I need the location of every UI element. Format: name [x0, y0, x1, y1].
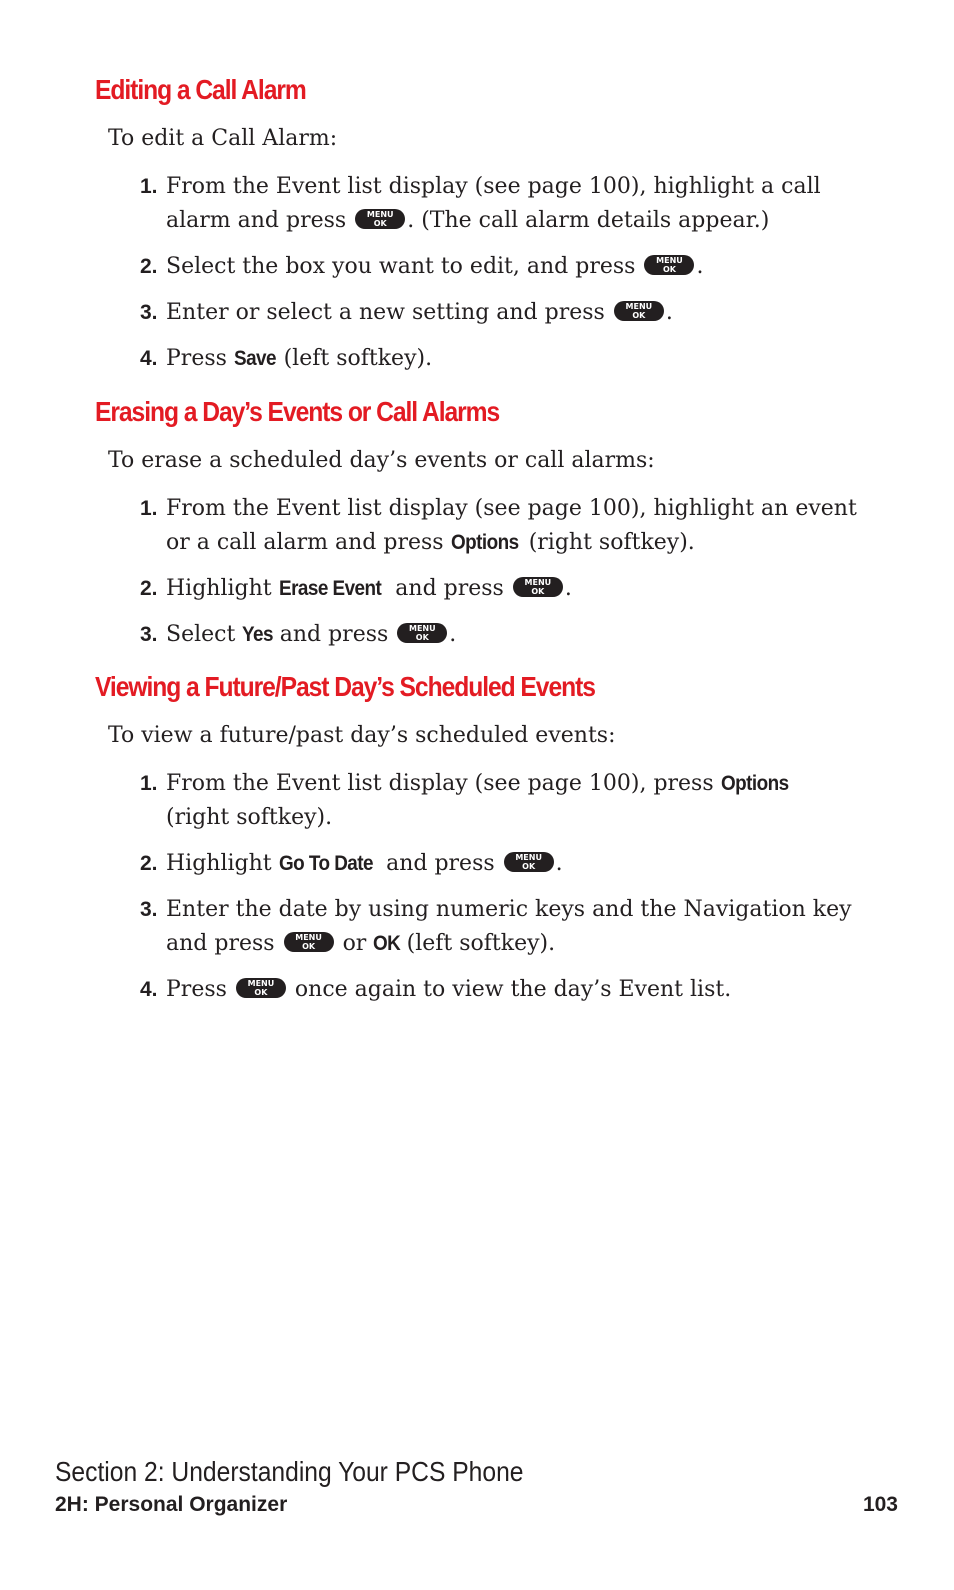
step-text-part: From the Event list display (see page 100), highlight a call alarm and press: [166, 174, 821, 233]
footer-section-title: Section 2: Understanding Your PCS Phone: [55, 1456, 524, 1487]
step-text: [166, 893, 860, 961]
step-text-part: (right softkey).: [528, 530, 695, 555]
menu-option-yes: Yes: [242, 623, 274, 646]
step-text-part: .: [449, 622, 457, 647]
step-item: [140, 296, 860, 330]
section-heading-viewing: Viewing a Future/Past Day’s Scheduled Events: [95, 671, 595, 702]
step-text-part: . (The call alarm details appear.): [407, 208, 770, 233]
section-heading-erasing: Erasing a Day’s Events or Call Alarms: [95, 396, 500, 427]
step-text-part: Highlight: [166, 576, 272, 601]
step-text-part: Highlight: [166, 851, 272, 876]
section-intro: To edit a Call Alarm:: [108, 126, 338, 151]
step-item: [140, 250, 860, 284]
step-number: 2.: [140, 255, 158, 278]
step-text-part: Select: [166, 622, 236, 647]
step-item: [140, 973, 860, 1007]
step-text-part: .: [564, 576, 572, 601]
step-text: [166, 618, 860, 652]
step-text-part: (left softkey).: [283, 346, 433, 371]
menu-ok-key-icon: MENU OK: [504, 852, 554, 872]
step-number: 3.: [140, 898, 158, 921]
menu-option-go-to-date: Go To Date: [278, 852, 373, 875]
menu-ok-key-icon: MENU OK: [397, 623, 447, 643]
step-text: [166, 342, 860, 376]
step-text-part: once again to view the day’s Event list.: [294, 977, 732, 1002]
step-text: [166, 296, 860, 330]
menu-ok-key-icon: MENU OK: [236, 978, 286, 998]
step-text: [166, 847, 860, 881]
section-intro: To view a future/past day’s scheduled events:: [108, 723, 616, 748]
step-item: [140, 847, 860, 881]
step-text: [166, 170, 860, 238]
step-text: [166, 973, 860, 1007]
step-text-part: and press: [395, 576, 504, 601]
step-text-part: Enter the date by using numeric keys and the Navigation key and press: [166, 897, 852, 956]
step-text-part: and press: [279, 622, 389, 647]
step-text-part: From the Event list display (see page 100), highlight an event or a call alarm and press: [166, 496, 857, 555]
step-number: 2.: [140, 577, 158, 600]
section-intro: To erase a scheduled day’s events or call alarms:: [108, 448, 655, 473]
step-item: [140, 492, 860, 560]
step-item: [140, 767, 860, 835]
softkey-label-options: Options: [720, 772, 789, 795]
step-text: [166, 572, 860, 606]
step-item: [140, 893, 860, 961]
step-number: 1.: [140, 772, 158, 795]
step-item: [140, 342, 860, 376]
step-number: 3.: [140, 301, 158, 324]
step-text-part: (right softkey).: [166, 805, 333, 830]
step-text-part: (left softkey).: [406, 931, 556, 956]
section-heading-editing: Editing a Call Alarm: [95, 74, 306, 105]
step-item: [140, 618, 860, 652]
step-item: [140, 170, 860, 238]
softkey-label-options: Options: [450, 531, 519, 554]
softkey-label-ok: OK: [373, 932, 401, 955]
step-text-part: .: [696, 254, 704, 279]
step-text-part: Press: [166, 346, 227, 371]
step-number: 1.: [140, 497, 158, 520]
step-text-part: .: [665, 300, 673, 325]
footer-subsection: 2H: Personal Organizer: [55, 1493, 288, 1516]
step-number: 1.: [140, 175, 158, 198]
step-text-part: and press: [386, 851, 495, 876]
menu-ok-key-icon: MENU OK: [513, 577, 563, 597]
menu-option-erase-event: Erase Event: [278, 577, 381, 600]
menu-ok-key-icon: MENU OK: [284, 932, 334, 952]
step-text-part: Select the box you want to edit, and press: [166, 254, 636, 279]
step-number: 3.: [140, 623, 158, 646]
step-text-part: Enter or select a new setting and press: [166, 300, 605, 325]
softkey-label-save: Save: [233, 347, 276, 370]
step-text-part: From the Event list display (see page 100), press: [166, 771, 714, 796]
page-number: 103: [862, 1493, 898, 1516]
menu-ok-key-icon: MENU OK: [614, 301, 664, 321]
step-text-part: Press: [166, 977, 227, 1002]
step-number: 4.: [140, 978, 158, 1001]
menu-ok-key-icon: MENU OK: [355, 209, 405, 229]
step-number: 2.: [140, 852, 158, 875]
step-text-part: or: [342, 931, 367, 956]
step-number: 4.: [140, 347, 158, 370]
step-text: [166, 250, 860, 284]
step-text: [166, 492, 860, 560]
step-text-part: .: [555, 851, 563, 876]
menu-ok-key-icon: MENU OK: [644, 255, 694, 275]
step-item: [140, 572, 860, 606]
step-text: [166, 767, 860, 835]
